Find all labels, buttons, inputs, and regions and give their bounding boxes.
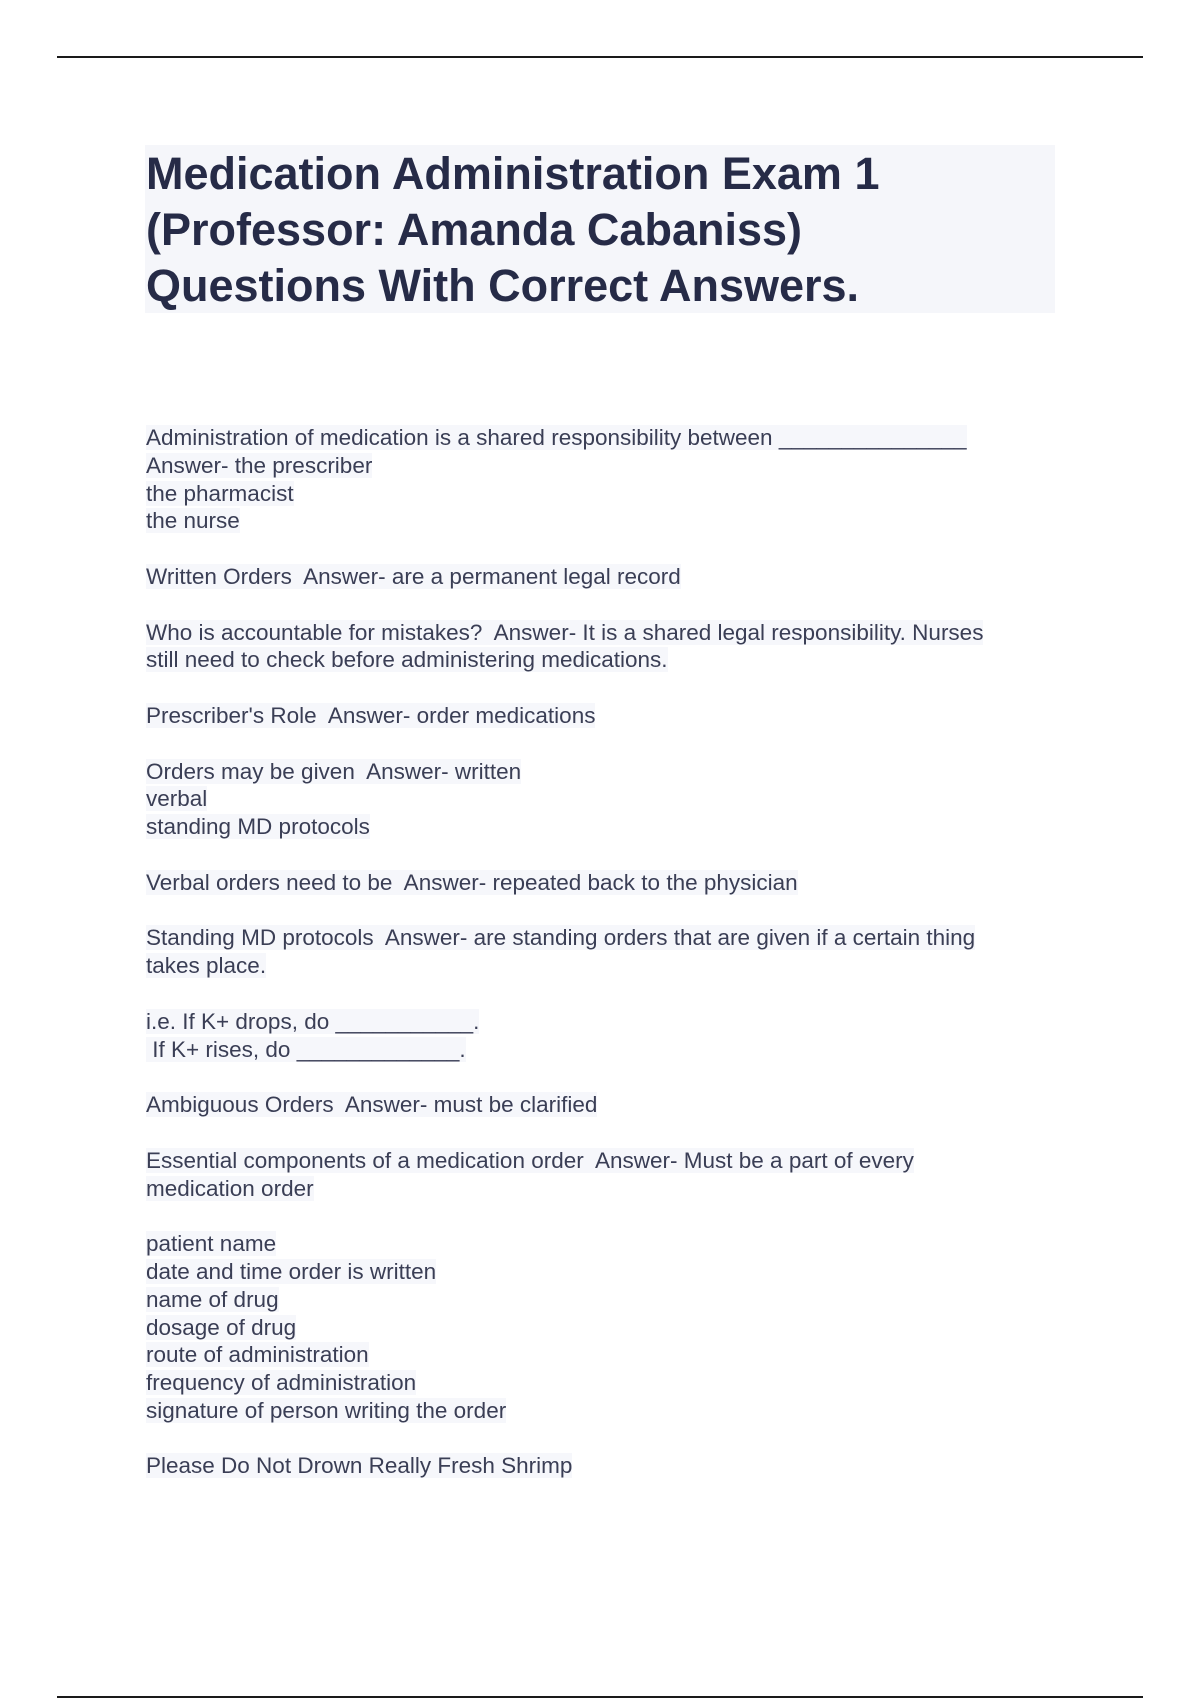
text-line-content: verbal — [146, 786, 208, 812]
text-line-content: If K+ rises, do _____________. — [146, 1036, 466, 1062]
text-line-content: frequency of administration — [146, 1370, 417, 1396]
qa-block — [146, 924, 1066, 980]
text-line — [146, 1258, 1066, 1286]
qa-block — [146, 1452, 1066, 1480]
text-line — [146, 1452, 1066, 1480]
text-line — [146, 1397, 1066, 1425]
bottom-rule — [57, 1696, 1143, 1698]
text-line-content: Essential components of a medication order Answer- Must be a part of every — [146, 1147, 914, 1173]
text-line — [146, 1036, 1066, 1064]
text-line-content: standing MD protocols — [146, 814, 370, 840]
qa-block — [146, 563, 1066, 591]
top-rule — [57, 56, 1143, 58]
document-body — [146, 424, 1066, 1508]
text-line-content: Orders may be given Answer- written — [146, 758, 522, 784]
text-line — [146, 619, 1066, 647]
text-line-content: Answer- the prescriber — [146, 452, 373, 478]
text-line — [146, 924, 1066, 952]
qa-block — [146, 702, 1066, 730]
text-line — [146, 813, 1066, 841]
text-line-content: Verbal orders need to be Answer- repeated back to the physician — [146, 869, 798, 895]
text-line-content: the pharmacist — [146, 480, 294, 506]
text-line — [146, 1314, 1066, 1342]
text-line-content: Written Orders Answer- are a permanent legal record — [146, 563, 681, 589]
text-line — [146, 869, 1066, 897]
qa-block — [146, 1008, 1066, 1064]
text-line — [146, 1091, 1066, 1119]
qa-block — [146, 1230, 1066, 1425]
text-line-content: signature of person writing the order — [146, 1397, 507, 1423]
text-line-content: route of administration — [146, 1342, 369, 1368]
text-line-content: the nurse — [146, 508, 240, 534]
text-line — [146, 952, 1066, 980]
qa-block — [146, 758, 1066, 841]
qa-block — [146, 1091, 1066, 1119]
text-line — [146, 1008, 1066, 1036]
text-line — [146, 758, 1066, 786]
text-line — [146, 785, 1066, 813]
text-line — [146, 1369, 1066, 1397]
text-line-content: Standing MD protocols Answer- are standing orders that are given if a certain thing — [146, 925, 976, 951]
text-line-content: date and time order is written — [146, 1258, 437, 1284]
page-title: Medication Administration Exam 1 (Professor: Amanda Cabaniss) Questions With Correct Answers. — [146, 148, 880, 311]
text-line-content: Prescriber's Role Answer- order medications — [146, 702, 596, 728]
text-line — [146, 1230, 1066, 1258]
qa-block — [146, 424, 1066, 535]
text-line — [146, 452, 1066, 480]
text-line-content: Administration of medication is a shared responsibility between _______________ — [146, 425, 967, 450]
text-line — [146, 507, 1066, 535]
text-line — [146, 480, 1066, 508]
qa-block — [146, 619, 1066, 675]
text-line — [146, 1147, 1066, 1175]
text-line — [146, 1286, 1066, 1314]
qa-block — [146, 869, 1066, 897]
text-line — [146, 702, 1066, 730]
text-line-content: medication order — [146, 1175, 314, 1201]
text-line-content: Ambiguous Orders Answer- must be clarified — [146, 1092, 598, 1118]
text-line — [146, 563, 1066, 591]
text-line — [146, 424, 1066, 452]
text-line — [146, 1175, 1066, 1203]
text-line-content: Who is accountable for mistakes? Answer- It is a shared legal responsibility. Nurses — [146, 619, 984, 645]
text-line-content: i.e. If K+ drops, do ___________. — [146, 1008, 480, 1034]
text-line-content: dosage of drug — [146, 1314, 297, 1340]
text-line — [146, 1341, 1066, 1369]
text-line-content: takes place. — [146, 953, 267, 979]
text-line-content: still need to check before administering medications. — [146, 647, 668, 673]
text-line-content: name of drug — [146, 1286, 279, 1312]
qa-block — [146, 1147, 1066, 1203]
text-line-content: patient name — [146, 1231, 277, 1257]
text-line-content: Please Do Not Drown Really Fresh Shrimp — [146, 1453, 573, 1479]
text-line — [146, 646, 1066, 674]
